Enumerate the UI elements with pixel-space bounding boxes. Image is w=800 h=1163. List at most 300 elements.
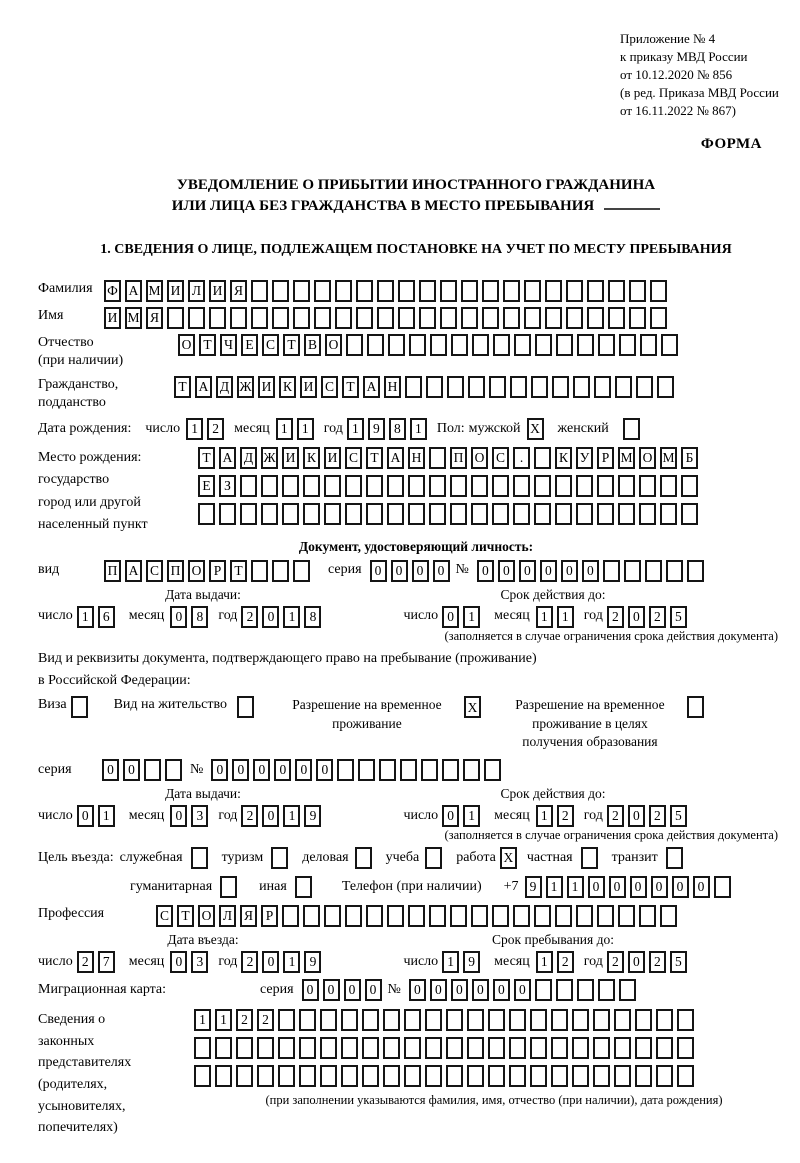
char-cell[interactable]: Т	[342, 376, 359, 398]
char-cell[interactable]	[639, 905, 656, 927]
char-cell[interactable]	[167, 307, 184, 329]
char-cell[interactable]	[377, 280, 394, 302]
purpose-work-checkbox[interactable]	[500, 847, 521, 869]
char-cell[interactable]	[398, 280, 415, 302]
char-cell[interactable]	[366, 905, 383, 927]
residence-permit-checkbox[interactable]	[237, 696, 258, 718]
char-cell[interactable]: 0	[540, 560, 557, 582]
char-cell[interactable]: 0	[630, 876, 647, 898]
char-cell[interactable]	[278, 1065, 295, 1087]
char-cell[interactable]: А	[125, 560, 142, 582]
char-cell[interactable]	[545, 280, 562, 302]
char-cell[interactable]	[450, 503, 467, 525]
char-cell[interactable]	[623, 418, 640, 440]
char-cell[interactable]	[362, 1065, 379, 1087]
char-cell[interactable]	[324, 905, 341, 927]
char-cell[interactable]	[555, 503, 572, 525]
char-cell[interactable]: С	[321, 376, 338, 398]
char-cell[interactable]	[383, 1009, 400, 1031]
char-cell[interactable]	[608, 280, 625, 302]
char-cell[interactable]	[341, 1009, 358, 1031]
char-cell[interactable]: Е	[198, 475, 215, 497]
char-cell[interactable]: 1	[536, 951, 553, 973]
char-cell[interactable]: 2	[607, 951, 624, 973]
char-cell[interactable]	[408, 905, 425, 927]
char-cell[interactable]	[240, 503, 257, 525]
char-cell[interactable]: 0	[442, 805, 459, 827]
char-cell[interactable]: П	[104, 560, 121, 582]
char-cell[interactable]	[636, 376, 653, 398]
char-cell[interactable]	[261, 475, 278, 497]
char-cell[interactable]	[556, 979, 573, 1001]
char-cell[interactable]	[429, 447, 446, 469]
char-cell[interactable]	[629, 307, 646, 329]
char-cell[interactable]: Р	[597, 447, 614, 469]
char-cell[interactable]: Т	[198, 447, 215, 469]
char-cell[interactable]: И	[282, 447, 299, 469]
char-cell[interactable]	[377, 307, 394, 329]
char-cell[interactable]: 0	[472, 979, 489, 1001]
char-cell[interactable]	[587, 307, 604, 329]
char-cell[interactable]	[666, 847, 683, 869]
purpose-transit-checkbox[interactable]	[666, 847, 687, 869]
char-cell[interactable]: 1	[546, 876, 563, 898]
char-cell[interactable]: И	[300, 376, 317, 398]
temp-permit-checkbox[interactable]	[464, 696, 485, 718]
char-cell[interactable]: Б	[681, 447, 698, 469]
char-cell[interactable]	[535, 979, 552, 1001]
char-cell[interactable]	[513, 503, 530, 525]
char-cell[interactable]	[576, 475, 593, 497]
char-cell[interactable]	[425, 1037, 442, 1059]
char-cell[interactable]	[429, 475, 446, 497]
char-cell[interactable]	[408, 503, 425, 525]
char-cell[interactable]	[535, 334, 552, 356]
char-cell[interactable]	[341, 1037, 358, 1059]
char-cell[interactable]	[282, 475, 299, 497]
purpose-other-checkbox[interactable]	[295, 876, 316, 898]
char-cell[interactable]	[335, 280, 352, 302]
char-cell[interactable]	[635, 1065, 652, 1087]
char-cell[interactable]: 0	[170, 951, 187, 973]
char-cell[interactable]: 1	[567, 876, 584, 898]
char-cell[interactable]: 0	[170, 606, 187, 628]
char-cell[interactable]	[484, 759, 501, 781]
char-cell[interactable]	[503, 280, 520, 302]
char-cell[interactable]	[198, 503, 215, 525]
char-cell[interactable]: 2	[241, 805, 258, 827]
char-cell[interactable]	[492, 503, 509, 525]
char-cell[interactable]	[572, 1009, 589, 1031]
char-cell[interactable]	[471, 475, 488, 497]
char-cell[interactable]: 2	[557, 951, 574, 973]
char-cell[interactable]: 2	[236, 1009, 253, 1031]
char-cell[interactable]	[251, 560, 268, 582]
char-cell[interactable]	[657, 376, 674, 398]
char-cell[interactable]: 9	[463, 951, 480, 973]
char-cell[interactable]	[345, 503, 362, 525]
char-cell[interactable]	[551, 1009, 568, 1031]
char-cell[interactable]	[215, 1065, 232, 1087]
char-cell[interactable]	[594, 376, 611, 398]
char-cell[interactable]	[271, 847, 288, 869]
char-cell[interactable]: А	[219, 447, 236, 469]
char-cell[interactable]: И	[209, 280, 226, 302]
char-cell[interactable]	[440, 307, 457, 329]
char-cell[interactable]	[165, 759, 182, 781]
char-cell[interactable]	[577, 979, 594, 1001]
char-cell[interactable]: А	[363, 376, 380, 398]
char-cell[interactable]: 0	[561, 560, 578, 582]
char-cell[interactable]	[639, 503, 656, 525]
purpose-private-checkbox[interactable]	[581, 847, 602, 869]
char-cell[interactable]	[194, 1065, 211, 1087]
char-cell[interactable]	[144, 759, 161, 781]
char-cell[interactable]: П	[167, 560, 184, 582]
char-cell[interactable]	[614, 1037, 631, 1059]
char-cell[interactable]	[572, 1037, 589, 1059]
char-cell[interactable]: 2	[557, 805, 574, 827]
char-cell[interactable]	[230, 307, 247, 329]
char-cell[interactable]	[534, 475, 551, 497]
char-cell[interactable]	[566, 280, 583, 302]
char-cell[interactable]	[510, 376, 527, 398]
char-cell[interactable]	[425, 1009, 442, 1031]
char-cell[interactable]	[293, 307, 310, 329]
char-cell[interactable]: С	[262, 334, 279, 356]
char-cell[interactable]	[482, 307, 499, 329]
char-cell[interactable]	[576, 503, 593, 525]
char-cell[interactable]: 2	[241, 951, 258, 973]
char-cell[interactable]: С	[345, 447, 362, 469]
char-cell[interactable]: 1	[536, 805, 553, 827]
char-cell[interactable]	[615, 376, 632, 398]
char-cell[interactable]: 2	[207, 418, 224, 440]
char-cell[interactable]: 0	[262, 606, 279, 628]
char-cell[interactable]	[471, 905, 488, 927]
char-cell[interactable]: О	[178, 334, 195, 356]
char-cell[interactable]: И	[258, 376, 275, 398]
char-cell[interactable]	[681, 503, 698, 525]
char-cell[interactable]	[555, 475, 572, 497]
visa-checkbox[interactable]	[71, 696, 92, 718]
char-cell[interactable]	[488, 1065, 505, 1087]
char-cell[interactable]	[614, 1009, 631, 1031]
char-cell[interactable]: К	[555, 447, 572, 469]
char-cell[interactable]: 2	[649, 805, 666, 827]
char-cell[interactable]	[442, 759, 459, 781]
char-cell[interactable]	[624, 560, 641, 582]
char-cell[interactable]	[681, 475, 698, 497]
char-cell[interactable]	[645, 560, 662, 582]
char-cell[interactable]	[345, 475, 362, 497]
char-cell[interactable]	[251, 280, 268, 302]
char-cell[interactable]	[687, 696, 704, 718]
char-cell[interactable]	[345, 905, 362, 927]
char-cell[interactable]	[524, 280, 541, 302]
char-cell[interactable]: И	[167, 280, 184, 302]
char-cell[interactable]: Д	[216, 376, 233, 398]
char-cell[interactable]: 1	[77, 606, 94, 628]
char-cell[interactable]	[404, 1037, 421, 1059]
char-cell[interactable]	[639, 475, 656, 497]
char-cell[interactable]: П	[450, 447, 467, 469]
char-cell[interactable]	[650, 307, 667, 329]
char-cell[interactable]	[593, 1065, 610, 1087]
char-cell[interactable]	[468, 376, 485, 398]
char-cell[interactable]: Н	[384, 376, 401, 398]
char-cell[interactable]	[513, 475, 530, 497]
char-cell[interactable]: 0	[344, 979, 361, 1001]
char-cell[interactable]: Ж	[261, 447, 278, 469]
char-cell[interactable]	[593, 1037, 610, 1059]
char-cell[interactable]	[209, 307, 226, 329]
char-cell[interactable]	[303, 905, 320, 927]
char-cell[interactable]: 0	[123, 759, 140, 781]
char-cell[interactable]	[576, 905, 593, 927]
char-cell[interactable]: 0	[588, 876, 605, 898]
char-cell[interactable]: 0	[370, 560, 387, 582]
char-cell[interactable]	[555, 905, 572, 927]
char-cell[interactable]	[530, 1037, 547, 1059]
char-cell[interactable]	[446, 1065, 463, 1087]
char-cell[interactable]	[635, 1009, 652, 1031]
char-cell[interactable]	[324, 475, 341, 497]
char-cell[interactable]: М	[146, 280, 163, 302]
char-cell[interactable]	[618, 905, 635, 927]
char-cell[interactable]: 5	[670, 951, 687, 973]
char-cell[interactable]: О	[198, 905, 215, 927]
char-cell[interactable]: 1	[536, 606, 553, 628]
char-cell[interactable]	[509, 1065, 526, 1087]
char-cell[interactable]	[356, 307, 373, 329]
char-cell[interactable]: 0	[262, 951, 279, 973]
char-cell[interactable]: 1	[463, 805, 480, 827]
char-cell[interactable]	[188, 307, 205, 329]
sex-male-checkbox[interactable]	[527, 418, 548, 440]
char-cell[interactable]	[215, 1037, 232, 1059]
char-cell[interactable]	[461, 280, 478, 302]
char-cell[interactable]	[261, 503, 278, 525]
char-cell[interactable]	[463, 759, 480, 781]
char-cell[interactable]	[320, 1009, 337, 1031]
char-cell[interactable]: 0	[477, 560, 494, 582]
char-cell[interactable]	[461, 307, 478, 329]
char-cell[interactable]: 0	[323, 979, 340, 1001]
char-cell[interactable]: 2	[607, 805, 624, 827]
char-cell[interactable]	[387, 905, 404, 927]
char-cell[interactable]: 0	[628, 951, 645, 973]
char-cell[interactable]	[400, 759, 417, 781]
char-cell[interactable]	[608, 307, 625, 329]
char-cell[interactable]	[619, 334, 636, 356]
char-cell[interactable]	[272, 560, 289, 582]
char-cell[interactable]: 0	[232, 759, 249, 781]
char-cell[interactable]	[488, 1009, 505, 1031]
char-cell[interactable]	[656, 1065, 673, 1087]
char-cell[interactable]	[451, 334, 468, 356]
char-cell[interactable]	[650, 280, 667, 302]
char-cell[interactable]	[614, 1065, 631, 1087]
char-cell[interactable]	[530, 1009, 547, 1031]
edu-permit-checkbox[interactable]	[687, 696, 708, 718]
char-cell[interactable]	[314, 280, 331, 302]
char-cell[interactable]	[660, 905, 677, 927]
char-cell[interactable]	[618, 475, 635, 497]
char-cell[interactable]: Т	[177, 905, 194, 927]
char-cell[interactable]: Я	[146, 307, 163, 329]
char-cell[interactable]: 1	[215, 1009, 232, 1031]
char-cell[interactable]: А	[125, 280, 142, 302]
char-cell[interactable]	[194, 1037, 211, 1059]
char-cell[interactable]: 2	[649, 606, 666, 628]
char-cell[interactable]: М	[660, 447, 677, 469]
char-cell[interactable]	[341, 1065, 358, 1087]
char-cell[interactable]	[356, 280, 373, 302]
char-cell[interactable]: О	[639, 447, 656, 469]
char-cell[interactable]: Т	[174, 376, 191, 398]
char-cell[interactable]: 0	[651, 876, 668, 898]
char-cell[interactable]	[419, 280, 436, 302]
char-cell[interactable]	[236, 1037, 253, 1059]
char-cell[interactable]	[640, 334, 657, 356]
char-cell[interactable]	[421, 759, 438, 781]
char-cell[interactable]	[408, 475, 425, 497]
char-cell[interactable]	[367, 334, 384, 356]
char-cell[interactable]: 0	[295, 759, 312, 781]
char-cell[interactable]: Т	[283, 334, 300, 356]
char-cell[interactable]	[387, 475, 404, 497]
char-cell[interactable]	[551, 1037, 568, 1059]
char-cell[interactable]	[488, 1037, 505, 1059]
char-cell[interactable]	[482, 280, 499, 302]
char-cell[interactable]	[282, 503, 299, 525]
char-cell[interactable]	[534, 905, 551, 927]
char-cell[interactable]	[556, 334, 573, 356]
char-cell[interactable]: 0	[391, 560, 408, 582]
char-cell[interactable]: 0	[170, 805, 187, 827]
char-cell[interactable]	[272, 280, 289, 302]
char-cell[interactable]: 0	[609, 876, 626, 898]
char-cell[interactable]	[545, 307, 562, 329]
char-cell[interactable]	[447, 376, 464, 398]
char-cell[interactable]: 1	[297, 418, 314, 440]
char-cell[interactable]	[489, 376, 506, 398]
char-cell[interactable]: 0	[412, 560, 429, 582]
char-cell[interactable]: С	[492, 447, 509, 469]
char-cell[interactable]	[426, 376, 443, 398]
char-cell[interactable]	[656, 1009, 673, 1031]
char-cell[interactable]	[450, 475, 467, 497]
char-cell[interactable]	[335, 307, 352, 329]
char-cell[interactable]	[295, 876, 312, 898]
char-cell[interactable]	[388, 334, 405, 356]
char-cell[interactable]: К	[279, 376, 296, 398]
char-cell[interactable]	[593, 1009, 610, 1031]
char-cell[interactable]: Я	[240, 905, 257, 927]
char-cell[interactable]: 0	[302, 979, 319, 1001]
char-cell[interactable]: М	[618, 447, 635, 469]
char-cell[interactable]	[366, 475, 383, 497]
char-cell[interactable]	[467, 1009, 484, 1031]
char-cell[interactable]: С	[146, 560, 163, 582]
char-cell[interactable]	[566, 307, 583, 329]
char-cell[interactable]: С	[156, 905, 173, 927]
char-cell[interactable]: 0	[409, 979, 426, 1001]
char-cell[interactable]	[661, 334, 678, 356]
char-cell[interactable]	[220, 876, 237, 898]
char-cell[interactable]	[524, 307, 541, 329]
char-cell[interactable]	[503, 307, 520, 329]
char-cell[interactable]	[346, 334, 363, 356]
char-cell[interactable]	[299, 1037, 316, 1059]
char-cell[interactable]: Т	[366, 447, 383, 469]
char-cell[interactable]	[597, 503, 614, 525]
char-cell[interactable]	[509, 1037, 526, 1059]
char-cell[interactable]: Н	[408, 447, 425, 469]
char-cell[interactable]	[513, 905, 530, 927]
char-cell[interactable]	[597, 475, 614, 497]
char-cell[interactable]: 0	[274, 759, 291, 781]
char-cell[interactable]	[362, 1009, 379, 1031]
char-cell[interactable]	[320, 1037, 337, 1059]
char-cell[interactable]: X	[464, 696, 481, 718]
char-cell[interactable]: 1	[347, 418, 364, 440]
char-cell[interactable]	[240, 475, 257, 497]
char-cell[interactable]: Р	[261, 905, 278, 927]
char-cell[interactable]	[425, 1065, 442, 1087]
char-cell[interactable]: Д	[240, 447, 257, 469]
char-cell[interactable]: 0	[493, 979, 510, 1001]
char-cell[interactable]: X	[527, 418, 544, 440]
char-cell[interactable]	[514, 334, 531, 356]
char-cell[interactable]: 7	[98, 951, 115, 973]
char-cell[interactable]: 0	[430, 979, 447, 1001]
char-cell[interactable]	[714, 876, 731, 898]
char-cell[interactable]: Т	[230, 560, 247, 582]
char-cell[interactable]	[471, 503, 488, 525]
char-cell[interactable]: 8	[304, 606, 321, 628]
char-cell[interactable]	[660, 475, 677, 497]
char-cell[interactable]: Ф	[104, 280, 121, 302]
char-cell[interactable]	[303, 475, 320, 497]
char-cell[interactable]: А	[195, 376, 212, 398]
char-cell[interactable]: 2	[241, 606, 258, 628]
char-cell[interactable]	[677, 1009, 694, 1031]
char-cell[interactable]	[383, 1037, 400, 1059]
char-cell[interactable]	[430, 334, 447, 356]
char-cell[interactable]: О	[471, 447, 488, 469]
char-cell[interactable]: Л	[219, 905, 236, 927]
char-cell[interactable]	[251, 307, 268, 329]
char-cell[interactable]	[71, 696, 88, 718]
char-cell[interactable]	[419, 307, 436, 329]
char-cell[interactable]: 0	[582, 560, 599, 582]
char-cell[interactable]	[278, 1037, 295, 1059]
char-cell[interactable]	[404, 1065, 421, 1087]
char-cell[interactable]: Я	[230, 280, 247, 302]
char-cell[interactable]: У	[576, 447, 593, 469]
char-cell[interactable]	[219, 503, 236, 525]
char-cell[interactable]	[446, 1037, 463, 1059]
char-cell[interactable]: 0	[433, 560, 450, 582]
char-cell[interactable]: И	[104, 307, 121, 329]
char-cell[interactable]	[450, 905, 467, 927]
purpose-business-checkbox[interactable]	[355, 847, 376, 869]
purpose-humanitarian-checkbox[interactable]	[220, 876, 241, 898]
char-cell[interactable]	[677, 1037, 694, 1059]
char-cell[interactable]	[587, 280, 604, 302]
